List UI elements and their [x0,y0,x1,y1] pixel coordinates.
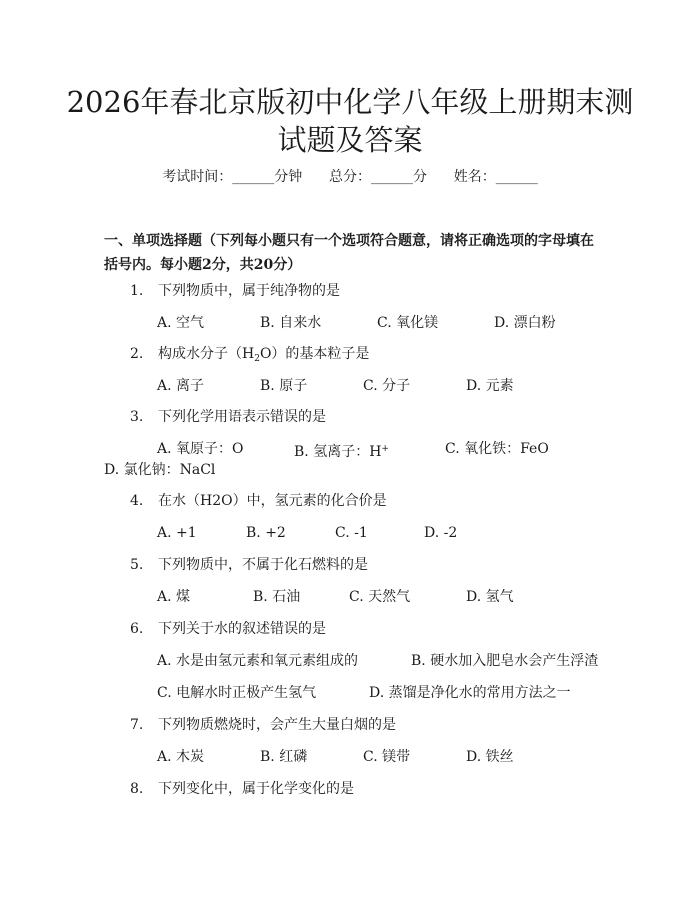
question-4 [130,491,387,511]
question-number: 4. [130,493,144,509]
question-1-options [157,313,627,333]
option-b: B. 自来水 [260,315,322,331]
option-d: D. 元素 [466,378,514,394]
question-8 [130,779,354,799]
page-title-line-1: 2026年春北京版初中化学八年级上册期末测 [66,85,634,119]
option-d: D. 蒸馏是净化水的常用方法之一 [369,685,571,701]
question-number: 7. [130,717,144,733]
question-text: 下列物质中，不属于化石燃料的是 [158,557,368,573]
question-7-options [157,747,627,767]
question-1 [130,281,340,301]
exam-info-line [0,166,700,186]
time-unit: 分钟 [274,169,303,185]
question-text: 下列化学用语表示错误的是 [158,409,326,425]
option-a: A. 煤 [157,589,191,605]
question-3-options [157,439,627,459]
option-c: C. 氧化镁 [377,315,439,331]
option-c: C. 氧化铁：FeO [445,441,549,457]
name-blank: ______ [495,169,538,185]
option-a: A. 离子 [157,378,205,394]
option-d: D. 氯化钠：NaCl [104,462,216,478]
question-text-pre: 构成水分子（H [158,346,255,362]
score-unit: 分 [413,169,427,185]
option-c: C. 电解水时正极产生氢气 [157,685,317,701]
question-6 [130,619,326,639]
question-text-post: O）的基本粒子是 [259,346,370,362]
superscript: + [381,444,389,454]
option-b: B. 石油 [253,589,301,605]
option-b: B. 原子 [260,378,308,394]
question-3 [130,407,326,427]
option-b: B. 氢离子：H+ [294,444,389,460]
question-6-options-row-2 [157,683,627,703]
question-number: 8. [130,781,144,797]
option-d: D. 铁丝 [466,749,514,765]
question-number: 3. [130,409,144,425]
option-c: C. 天然气 [349,589,411,605]
section-heading-line-2: 括号内。每小题2分，共20分） [104,257,302,273]
question-5-options [157,587,627,607]
question-2-options [157,376,627,396]
time-label: 考试时间： [162,169,233,185]
option-b: B. 硬水加入肥皂水会产生浮渣 [411,653,599,669]
question-6-options-row-1 [157,651,627,671]
option-d: D. 漂白粉 [494,315,556,331]
subscript: 2 [254,354,260,364]
option-a: A. 木炭 [157,749,205,765]
question-number: 6. [130,621,144,637]
option-a: A. 氧原子：O [157,441,244,457]
score-label: 总分： [329,169,371,185]
option-a: A. 水是由氢元素和氧元素组成的 [157,653,359,669]
option-d: D. 氢气 [466,589,514,605]
question-4-options [157,523,627,543]
option-a: A. 空气 [157,315,205,331]
option-c: C. 分子 [363,378,411,394]
page-title-line-2: 试题及答案 [277,123,423,157]
question-number: 5. [130,557,144,573]
option-b: B. 红磷 [260,749,308,765]
question-2 [130,344,369,369]
score-blank: ______ [371,169,413,185]
name-label: 姓名： [453,169,496,185]
question-5 [130,555,368,575]
time-blank: ______ [232,169,275,185]
section-heading-line-1: 一、单项选择题（下列每小题只有一个选项符合题意，请将正确选项的字母填在 [104,233,594,249]
question-text: 下列关于水的叙述错误的是 [158,621,326,637]
option-b: B. +2 [246,525,286,541]
option-d: D. -2 [424,525,458,541]
option-c: C. -1 [335,525,368,541]
question-text: 在水（H2O）中，氢元素的化合价是 [158,493,387,509]
option-a: A. +1 [157,525,197,541]
section-heading [104,229,604,277]
option-c: C. 镁带 [363,749,411,765]
question-text: 下列物质中，属于纯净物的是 [158,283,340,299]
question-7 [130,715,396,735]
question-number: 1. [130,283,144,299]
question-text: 下列物质燃烧时，会产生大量白烟的是 [158,717,396,733]
question-text: 下列变化中，属于化学变化的是 [158,781,354,797]
question-number: 2. [130,346,144,362]
